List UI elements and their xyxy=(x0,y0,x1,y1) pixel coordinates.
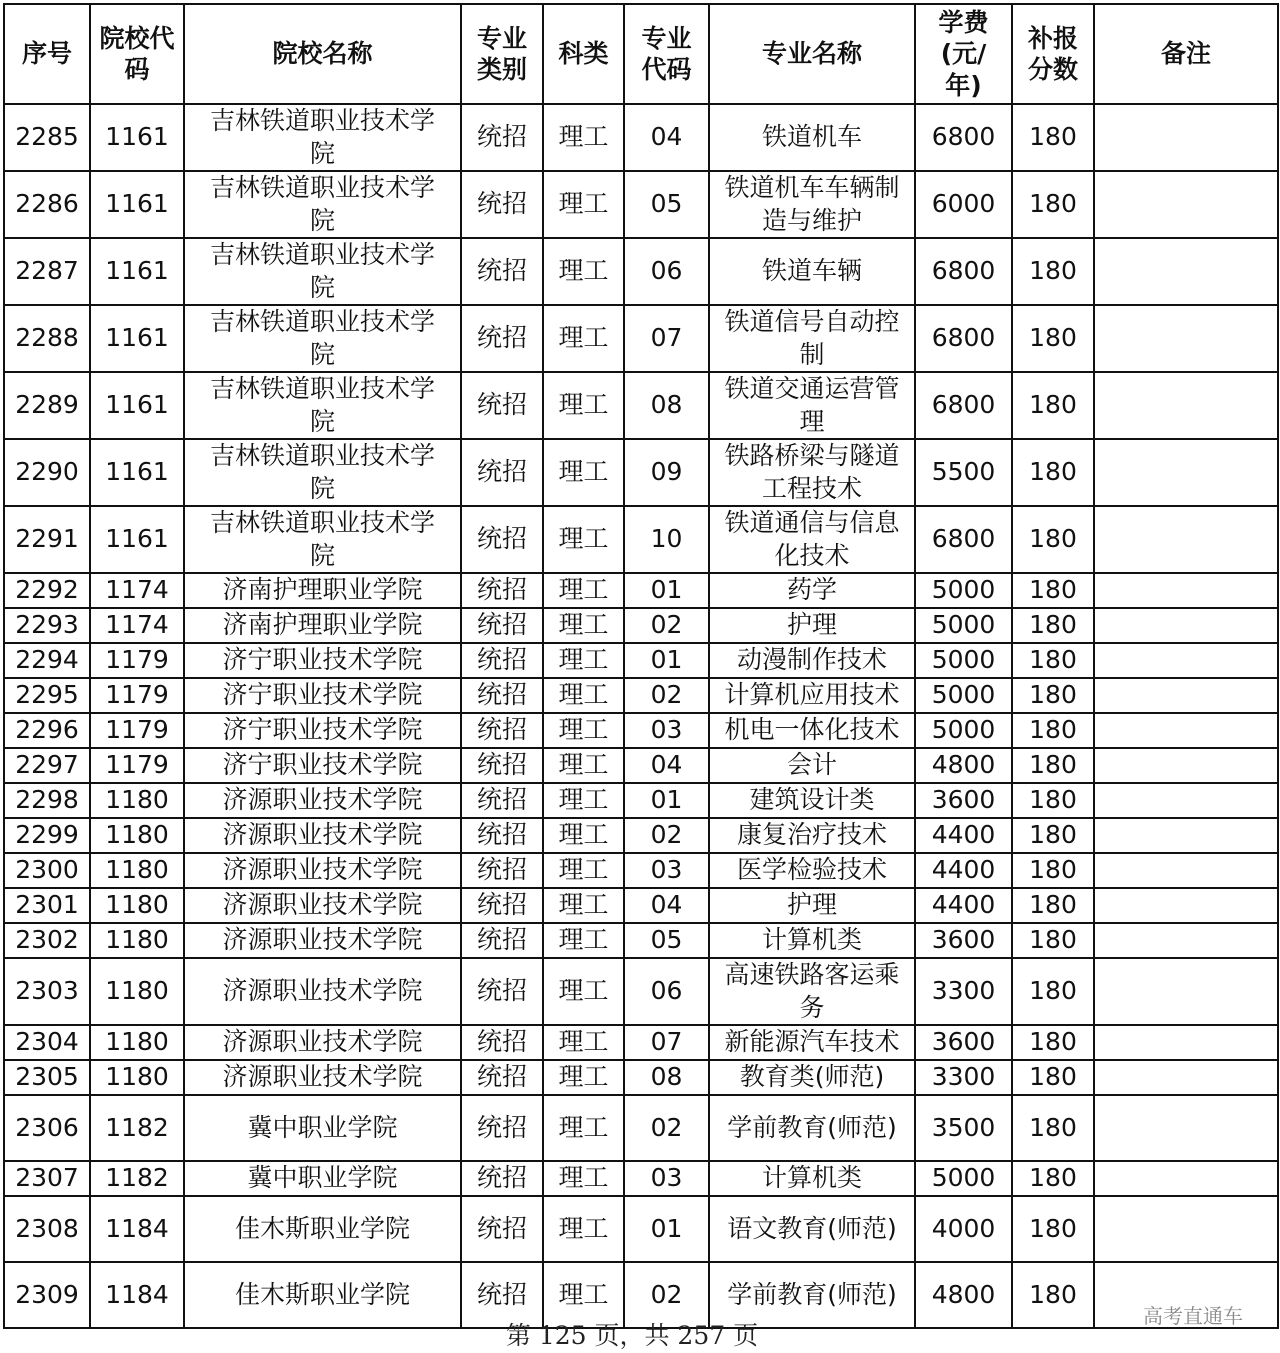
cell-major-name: 铁道通信与信息化技术 xyxy=(709,506,915,573)
cell-major-code: 03 xyxy=(624,853,709,888)
cell-major-code: 01 xyxy=(624,1196,709,1262)
cell-school-code: 1179 xyxy=(90,713,184,748)
cell-major-code: 10 xyxy=(624,506,709,573)
cell-major-type: 统招 xyxy=(461,439,543,506)
cell-seq: 2307 xyxy=(4,1161,90,1196)
cell-subject: 理工 xyxy=(543,372,624,439)
cell-score: 180 xyxy=(1012,1060,1094,1095)
cell-score: 180 xyxy=(1012,1196,1094,1262)
cell-subject: 理工 xyxy=(543,1095,624,1161)
cell-score: 180 xyxy=(1012,783,1094,818)
cell-remark xyxy=(1094,888,1278,923)
cell-tuition: 4800 xyxy=(915,1262,1012,1328)
header-major-code: 专业 代码 xyxy=(624,4,709,104)
cell-seq: 2297 xyxy=(4,748,90,783)
cell-remark xyxy=(1094,748,1278,783)
cell-school-code: 1182 xyxy=(90,1095,184,1161)
cell-remark xyxy=(1094,713,1278,748)
cell-major-code: 02 xyxy=(624,1262,709,1328)
cell-score: 180 xyxy=(1012,439,1094,506)
cell-major-code: 09 xyxy=(624,439,709,506)
cell-remark xyxy=(1094,439,1278,506)
cell-tuition: 3300 xyxy=(915,1060,1012,1095)
cell-school-name: 佳木斯职业学院 xyxy=(184,1196,461,1262)
cell-tuition: 6800 xyxy=(915,506,1012,573)
cell-tuition: 5500 xyxy=(915,439,1012,506)
cell-major-name: 计算机应用技术 xyxy=(709,678,915,713)
cell-school-name: 济源职业技术学院 xyxy=(184,853,461,888)
cell-school-code: 1161 xyxy=(90,171,184,238)
cell-major-code: 04 xyxy=(624,748,709,783)
cell-school-code: 1180 xyxy=(90,1025,184,1060)
cell-remark xyxy=(1094,1196,1278,1262)
cell-school-name: 吉林铁道职业技术学院 xyxy=(184,372,461,439)
cell-school-code: 1161 xyxy=(90,238,184,305)
cell-major-name: 药学 xyxy=(709,573,915,608)
cell-remark xyxy=(1094,573,1278,608)
cell-subject: 理工 xyxy=(543,1262,624,1328)
cell-school-code: 1161 xyxy=(90,506,184,573)
cell-major-type: 统招 xyxy=(461,372,543,439)
cell-subject: 理工 xyxy=(543,573,624,608)
table-row xyxy=(4,1161,1278,1196)
cell-score: 180 xyxy=(1012,923,1094,958)
cell-major-code: 02 xyxy=(624,1095,709,1161)
cell-subject: 理工 xyxy=(543,923,624,958)
cell-tuition: 6800 xyxy=(915,238,1012,305)
cell-school-name: 冀中职业学院 xyxy=(184,1095,461,1161)
cell-seq: 2301 xyxy=(4,888,90,923)
cell-major-type: 统招 xyxy=(461,713,543,748)
header-major-type: 专业 类别 xyxy=(461,4,543,104)
table-row xyxy=(4,171,1278,238)
page-footer: 第 125 页，共 257 页 xyxy=(505,1321,759,1350)
cell-seq: 2286 xyxy=(4,171,90,238)
cell-school-name: 吉林铁道职业技术学院 xyxy=(184,104,461,171)
cell-subject: 理工 xyxy=(543,958,624,1025)
table-body xyxy=(4,104,1278,1328)
cell-school-code: 1182 xyxy=(90,1161,184,1196)
cell-score: 180 xyxy=(1012,506,1094,573)
cell-subject: 理工 xyxy=(543,305,624,372)
cell-major-type: 统招 xyxy=(461,608,543,643)
cell-major-type: 统招 xyxy=(461,818,543,853)
cell-seq: 2287 xyxy=(4,238,90,305)
cell-remark xyxy=(1094,104,1278,171)
header-major-name: 专业名称 xyxy=(709,4,915,104)
cell-major-code: 01 xyxy=(624,783,709,818)
cell-score: 180 xyxy=(1012,713,1094,748)
cell-subject: 理工 xyxy=(543,1161,624,1196)
cell-remark xyxy=(1094,678,1278,713)
cell-score: 180 xyxy=(1012,678,1094,713)
cell-major-name: 学前教育(师范) xyxy=(709,1262,915,1328)
cell-school-name: 冀中职业学院 xyxy=(184,1161,461,1196)
cell-score: 180 xyxy=(1012,1095,1094,1161)
header-school-code: 院校代 码 xyxy=(90,4,184,104)
cell-major-name: 教育类(师范) xyxy=(709,1060,915,1095)
cell-subject: 理工 xyxy=(543,238,624,305)
cell-subject: 理工 xyxy=(543,748,624,783)
table-row xyxy=(4,1025,1278,1060)
cell-seq: 2291 xyxy=(4,506,90,573)
cell-seq: 2302 xyxy=(4,923,90,958)
cell-school-code: 1180 xyxy=(90,853,184,888)
cell-tuition: 5000 xyxy=(915,713,1012,748)
cell-seq: 2304 xyxy=(4,1025,90,1060)
cell-remark xyxy=(1094,171,1278,238)
cell-major-code: 02 xyxy=(624,608,709,643)
cell-school-name: 济南护理职业学院 xyxy=(184,608,461,643)
cell-major-code: 03 xyxy=(624,713,709,748)
cell-seq: 2306 xyxy=(4,1095,90,1161)
cell-seq: 2290 xyxy=(4,439,90,506)
cell-tuition: 4000 xyxy=(915,1196,1012,1262)
cell-tuition: 6800 xyxy=(915,104,1012,171)
cell-school-name: 济源职业技术学院 xyxy=(184,923,461,958)
cell-major-name: 铁道机车 xyxy=(709,104,915,171)
cell-major-code: 02 xyxy=(624,818,709,853)
cell-tuition: 6000 xyxy=(915,171,1012,238)
cell-remark xyxy=(1094,238,1278,305)
cell-seq: 2308 xyxy=(4,1196,90,1262)
cell-tuition: 5000 xyxy=(915,608,1012,643)
cell-score: 180 xyxy=(1012,818,1094,853)
cell-tuition: 6800 xyxy=(915,305,1012,372)
header-seq: 序号 xyxy=(4,4,90,104)
cell-major-type: 统招 xyxy=(461,1060,543,1095)
cell-subject: 理工 xyxy=(543,1060,624,1095)
cell-school-name: 济宁职业技术学院 xyxy=(184,713,461,748)
cell-score: 180 xyxy=(1012,748,1094,783)
table-row xyxy=(4,958,1278,1025)
header-subject: 科类 xyxy=(543,4,624,104)
cell-seq: 2292 xyxy=(4,573,90,608)
cell-score: 180 xyxy=(1012,1025,1094,1060)
cell-tuition: 3600 xyxy=(915,1025,1012,1060)
cell-tuition: 5000 xyxy=(915,643,1012,678)
cell-subject: 理工 xyxy=(543,888,624,923)
cell-major-name: 计算机类 xyxy=(709,1161,915,1196)
cell-school-code: 1161 xyxy=(90,439,184,506)
cell-major-code: 07 xyxy=(624,305,709,372)
cell-school-code: 1179 xyxy=(90,748,184,783)
cell-school-code: 1179 xyxy=(90,643,184,678)
cell-major-type: 统招 xyxy=(461,1262,543,1328)
cell-school-code: 1174 xyxy=(90,608,184,643)
cell-school-name: 济源职业技术学院 xyxy=(184,818,461,853)
cell-major-code: 05 xyxy=(624,923,709,958)
table-row xyxy=(4,439,1278,506)
cell-score: 180 xyxy=(1012,888,1094,923)
cell-score: 180 xyxy=(1012,853,1094,888)
cell-major-name: 计算机类 xyxy=(709,923,915,958)
table-row xyxy=(4,104,1278,171)
cell-seq: 2305 xyxy=(4,1060,90,1095)
cell-tuition: 3300 xyxy=(915,958,1012,1025)
cell-major-code: 03 xyxy=(624,1161,709,1196)
cell-score: 180 xyxy=(1012,573,1094,608)
cell-seq: 2293 xyxy=(4,608,90,643)
cell-school-name: 济源职业技术学院 xyxy=(184,888,461,923)
cell-seq: 2288 xyxy=(4,305,90,372)
cell-major-code: 01 xyxy=(624,573,709,608)
cell-remark xyxy=(1094,608,1278,643)
cell-tuition: 5000 xyxy=(915,1161,1012,1196)
cell-major-code: 04 xyxy=(624,888,709,923)
cell-subject: 理工 xyxy=(543,818,624,853)
table-row xyxy=(4,748,1278,783)
table-row xyxy=(4,923,1278,958)
cell-major-name: 新能源汽车技术 xyxy=(709,1025,915,1060)
cell-major-type: 统招 xyxy=(461,506,543,573)
cell-score: 180 xyxy=(1012,643,1094,678)
cell-score: 180 xyxy=(1012,608,1094,643)
cell-major-name: 铁道交通运营管理 xyxy=(709,372,915,439)
cell-seq: 2289 xyxy=(4,372,90,439)
cell-school-code: 1180 xyxy=(90,783,184,818)
table-row xyxy=(4,573,1278,608)
cell-subject: 理工 xyxy=(543,1025,624,1060)
cell-school-name: 吉林铁道职业技术学院 xyxy=(184,171,461,238)
cell-subject: 理工 xyxy=(543,678,624,713)
cell-major-type: 统招 xyxy=(461,104,543,171)
header-row xyxy=(4,4,1278,104)
cell-school-code: 1184 xyxy=(90,1262,184,1328)
table-row xyxy=(4,608,1278,643)
cell-remark xyxy=(1094,1025,1278,1060)
header-tuition: 学费 (元/ 年) xyxy=(915,4,1012,104)
table-row xyxy=(4,678,1278,713)
cell-remark xyxy=(1094,506,1278,573)
cell-school-name: 济宁职业技术学院 xyxy=(184,643,461,678)
cell-major-type: 统招 xyxy=(461,748,543,783)
cell-major-name: 会计 xyxy=(709,748,915,783)
cell-school-name: 济源职业技术学院 xyxy=(184,1060,461,1095)
cell-school-name: 吉林铁道职业技术学院 xyxy=(184,506,461,573)
cell-tuition: 4800 xyxy=(915,748,1012,783)
cell-score: 180 xyxy=(1012,958,1094,1025)
cell-subject: 理工 xyxy=(543,713,624,748)
cell-subject: 理工 xyxy=(543,608,624,643)
table-row xyxy=(4,372,1278,439)
cell-seq: 2303 xyxy=(4,958,90,1025)
table-row xyxy=(4,1095,1278,1161)
cell-major-type: 统招 xyxy=(461,238,543,305)
cell-school-code: 1161 xyxy=(90,104,184,171)
cell-subject: 理工 xyxy=(543,783,624,818)
cell-seq: 2296 xyxy=(4,713,90,748)
cell-school-name: 济宁职业技术学院 xyxy=(184,748,461,783)
cell-subject: 理工 xyxy=(543,643,624,678)
cell-major-type: 统招 xyxy=(461,573,543,608)
table-row xyxy=(4,1060,1278,1095)
cell-seq: 2295 xyxy=(4,678,90,713)
cell-major-code: 06 xyxy=(624,238,709,305)
cell-school-code: 1180 xyxy=(90,888,184,923)
table-row xyxy=(4,853,1278,888)
cell-tuition: 3600 xyxy=(915,923,1012,958)
cell-school-name: 济宁职业技术学院 xyxy=(184,678,461,713)
cell-major-type: 统招 xyxy=(461,1196,543,1262)
cell-school-code: 1161 xyxy=(90,372,184,439)
cell-school-name: 佳木斯职业学院 xyxy=(184,1262,461,1328)
cell-remark xyxy=(1094,1095,1278,1161)
cell-seq: 2285 xyxy=(4,104,90,171)
cell-subject: 理工 xyxy=(543,853,624,888)
cell-subject: 理工 xyxy=(543,104,624,171)
cell-tuition: 3600 xyxy=(915,783,1012,818)
cell-score: 180 xyxy=(1012,1161,1094,1196)
cell-seq: 2294 xyxy=(4,643,90,678)
cell-major-type: 统招 xyxy=(461,678,543,713)
cell-major-code: 08 xyxy=(624,372,709,439)
header-remark: 备注 xyxy=(1094,4,1278,104)
cell-major-code: 06 xyxy=(624,958,709,1025)
cell-major-name: 铁道机车车辆制造与维护 xyxy=(709,171,915,238)
cell-score: 180 xyxy=(1012,372,1094,439)
cell-major-code: 08 xyxy=(624,1060,709,1095)
table-row xyxy=(4,888,1278,923)
cell-score: 180 xyxy=(1012,171,1094,238)
cell-subject: 理工 xyxy=(543,1196,624,1262)
cell-seq: 2299 xyxy=(4,818,90,853)
cell-remark xyxy=(1094,958,1278,1025)
cell-major-name: 铁道信号自动控制 xyxy=(709,305,915,372)
cell-tuition: 4400 xyxy=(915,888,1012,923)
cell-major-type: 统招 xyxy=(461,853,543,888)
cell-school-code: 1161 xyxy=(90,305,184,372)
cell-school-code: 1174 xyxy=(90,573,184,608)
cell-remark xyxy=(1094,853,1278,888)
cell-school-code: 1180 xyxy=(90,1060,184,1095)
cell-major-type: 统招 xyxy=(461,783,543,818)
watermark: 高考直通车 xyxy=(1143,1304,1243,1328)
cell-score: 180 xyxy=(1012,238,1094,305)
header-score: 补报 分数 xyxy=(1012,4,1094,104)
cell-remark xyxy=(1094,1060,1278,1095)
cell-remark xyxy=(1094,818,1278,853)
cell-remark xyxy=(1094,372,1278,439)
cell-major-type: 统招 xyxy=(461,1095,543,1161)
cell-major-type: 统招 xyxy=(461,171,543,238)
header-school-name: 院校名称 xyxy=(184,4,461,104)
cell-major-code: 04 xyxy=(624,104,709,171)
cell-major-code: 01 xyxy=(624,643,709,678)
table-row xyxy=(4,643,1278,678)
cell-subject: 理工 xyxy=(543,506,624,573)
cell-major-type: 统招 xyxy=(461,1161,543,1196)
cell-major-name: 语文教育(师范) xyxy=(709,1196,915,1262)
cell-major-name: 机电一体化技术 xyxy=(709,713,915,748)
cell-major-name: 康复治疗技术 xyxy=(709,818,915,853)
cell-tuition: 4400 xyxy=(915,818,1012,853)
cell-school-name: 济源职业技术学院 xyxy=(184,1025,461,1060)
cell-school-code: 1179 xyxy=(90,678,184,713)
cell-school-name: 济源职业技术学院 xyxy=(184,783,461,818)
cell-remark xyxy=(1094,923,1278,958)
cell-seq: 2298 xyxy=(4,783,90,818)
cell-major-type: 统招 xyxy=(461,1025,543,1060)
cell-major-code: 02 xyxy=(624,678,709,713)
admission-table xyxy=(3,3,1279,1329)
cell-major-type: 统招 xyxy=(461,923,543,958)
cell-seq: 2300 xyxy=(4,853,90,888)
cell-school-name: 济源职业技术学院 xyxy=(184,958,461,1025)
cell-major-type: 统招 xyxy=(461,958,543,1025)
table-row xyxy=(4,506,1278,573)
cell-major-code: 05 xyxy=(624,171,709,238)
cell-tuition: 6800 xyxy=(915,372,1012,439)
cell-subject: 理工 xyxy=(543,171,624,238)
cell-major-name: 医学检验技术 xyxy=(709,853,915,888)
cell-major-name: 护理 xyxy=(709,608,915,643)
cell-major-name: 铁路桥梁与隧道工程技术 xyxy=(709,439,915,506)
cell-school-name: 吉林铁道职业技术学院 xyxy=(184,238,461,305)
cell-major-name: 护理 xyxy=(709,888,915,923)
table-row xyxy=(4,713,1278,748)
table-row xyxy=(4,238,1278,305)
cell-major-code: 07 xyxy=(624,1025,709,1060)
cell-major-name: 高速铁路客运乘务 xyxy=(709,958,915,1025)
cell-school-name: 吉林铁道职业技术学院 xyxy=(184,305,461,372)
cell-remark xyxy=(1094,783,1278,818)
cell-school-code: 1180 xyxy=(90,923,184,958)
table-row xyxy=(4,818,1278,853)
cell-school-code: 1180 xyxy=(90,818,184,853)
table-row xyxy=(4,1196,1278,1262)
table-row xyxy=(4,783,1278,818)
cell-major-name: 动漫制作技术 xyxy=(709,643,915,678)
cell-school-code: 1180 xyxy=(90,958,184,1025)
cell-remark xyxy=(1094,1161,1278,1196)
cell-tuition: 4400 xyxy=(915,853,1012,888)
table-row xyxy=(4,305,1278,372)
cell-subject: 理工 xyxy=(543,439,624,506)
cell-major-type: 统招 xyxy=(461,305,543,372)
cell-major-name: 铁道车辆 xyxy=(709,238,915,305)
cell-major-name: 建筑设计类 xyxy=(709,783,915,818)
cell-remark xyxy=(1094,305,1278,372)
cell-major-type: 统招 xyxy=(461,643,543,678)
cell-tuition: 5000 xyxy=(915,678,1012,713)
cell-tuition: 3500 xyxy=(915,1095,1012,1161)
cell-school-name: 济南护理职业学院 xyxy=(184,573,461,608)
cell-major-type: 统招 xyxy=(461,888,543,923)
cell-score: 180 xyxy=(1012,1262,1094,1328)
cell-school-name: 吉林铁道职业技术学院 xyxy=(184,439,461,506)
cell-school-code: 1184 xyxy=(90,1196,184,1262)
cell-seq: 2309 xyxy=(4,1262,90,1328)
cell-major-name: 学前教育(师范) xyxy=(709,1095,915,1161)
cell-tuition: 5000 xyxy=(915,573,1012,608)
cell-score: 180 xyxy=(1012,305,1094,372)
cell-remark xyxy=(1094,643,1278,678)
cell-score: 180 xyxy=(1012,104,1094,171)
